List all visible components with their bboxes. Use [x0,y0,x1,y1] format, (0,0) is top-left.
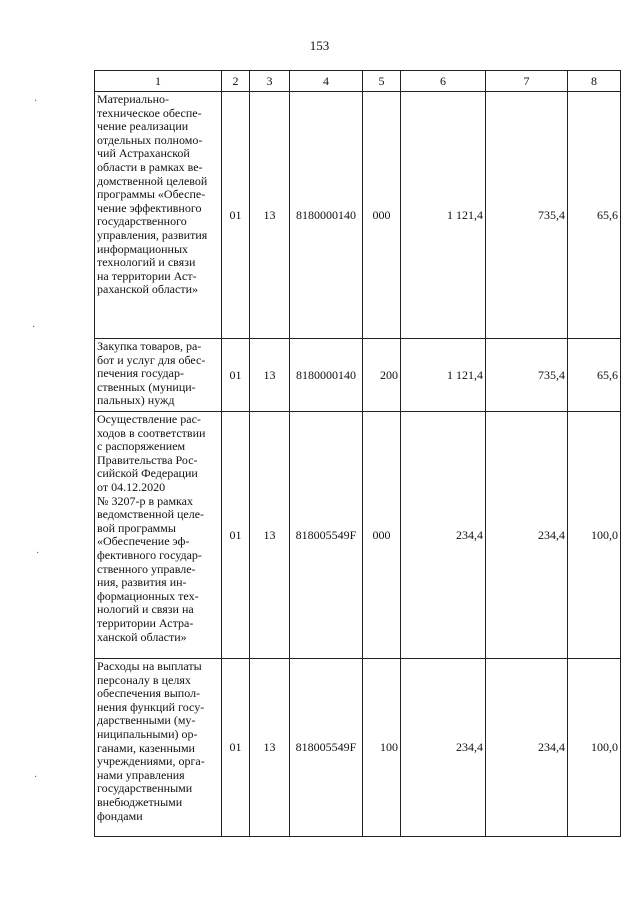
margin-dot: · [32,322,36,333]
target-article-code: 818005549F [290,412,363,659]
section-code: 01 [222,92,250,339]
column-header: 6 [401,71,486,92]
subsection-code: 13 [250,412,290,659]
percent-col8: 65,6 [568,92,621,339]
expense-type-code: 200 [363,339,401,412]
subsection-code: 13 [250,339,290,412]
percent-col8: 100,0 [568,659,621,837]
percent-col8: 65,6 [568,339,621,412]
amount-col6: 234,4 [401,659,486,837]
margin-dot: · [34,772,38,783]
amount-col7: 735,4 [486,339,568,412]
amount-col7: 234,4 [486,659,568,837]
expense-type-code: 000 [363,92,401,339]
column-header: 5 [363,71,401,92]
amount-col6: 1 121,4 [401,339,486,412]
expense-type-code: 000 [363,412,401,659]
column-header: 7 [486,71,568,92]
target-article-code: 818005549F [290,659,363,837]
amount-col7: 735,4 [486,92,568,339]
budget-table [94,70,621,837]
amount-col7: 234,4 [486,412,568,659]
table-row [95,659,621,837]
column-header: 2 [222,71,250,92]
subsection-code: 13 [250,92,290,339]
amount-col6: 1 121,4 [401,92,486,339]
column-header: 4 [290,71,363,92]
subsection-code: 13 [250,659,290,837]
target-article-code: 8180000140 [290,92,363,339]
page-number: 153 [309,38,330,53]
section-code: 01 [222,659,250,837]
margin-dot: · [34,96,38,107]
table-row [95,412,621,659]
column-header: 1 [95,71,222,92]
margin-dot: · [36,548,40,559]
table-row [95,92,621,339]
column-header: 8 [568,71,621,92]
table-row [95,339,621,412]
expense-name: Осуществление рас- ходов в соответствии с распоряжением Правительства Рос- сийской Федерации от 04.12.2020 № 3207-р в рамках ведомственной целе- вой программы «Обеспечение эф- фективного государ- ственного управле- ния, развития ин- формационных тех- нологий и связи на территории Астра- ханской области» [95,412,222,659]
section-code: 01 [222,339,250,412]
column-header: 3 [250,71,290,92]
amount-col6: 234,4 [401,412,486,659]
target-article-code: 8180000140 [290,339,363,412]
percent-col8: 100,0 [568,412,621,659]
table-header-row [95,71,621,92]
expense-name: Расходы на выплаты персоналу в целях обеспечения выпол- нения функций госу- дарственными (му- ниципальными) ор- ганами, казенными учреждениями, орга- нами управления государственными внебюджетными фондами [95,659,222,837]
expense-type-code: 100 [363,659,401,837]
expense-name: Материально- техническое обеспе- чение реализации отдельных полномо- чий Астраханской области в рамках ве- домственной целевой программы «Обеспе- чение эффективного государственного управления, развития информационных технологий и связи на территории Аст- раханской области» [95,92,222,339]
section-code: 01 [222,412,250,659]
expense-name: Закупка товаров, ра- бот и услуг для обес- печения государ- ственных (муници- пальных) нужд [95,339,222,412]
